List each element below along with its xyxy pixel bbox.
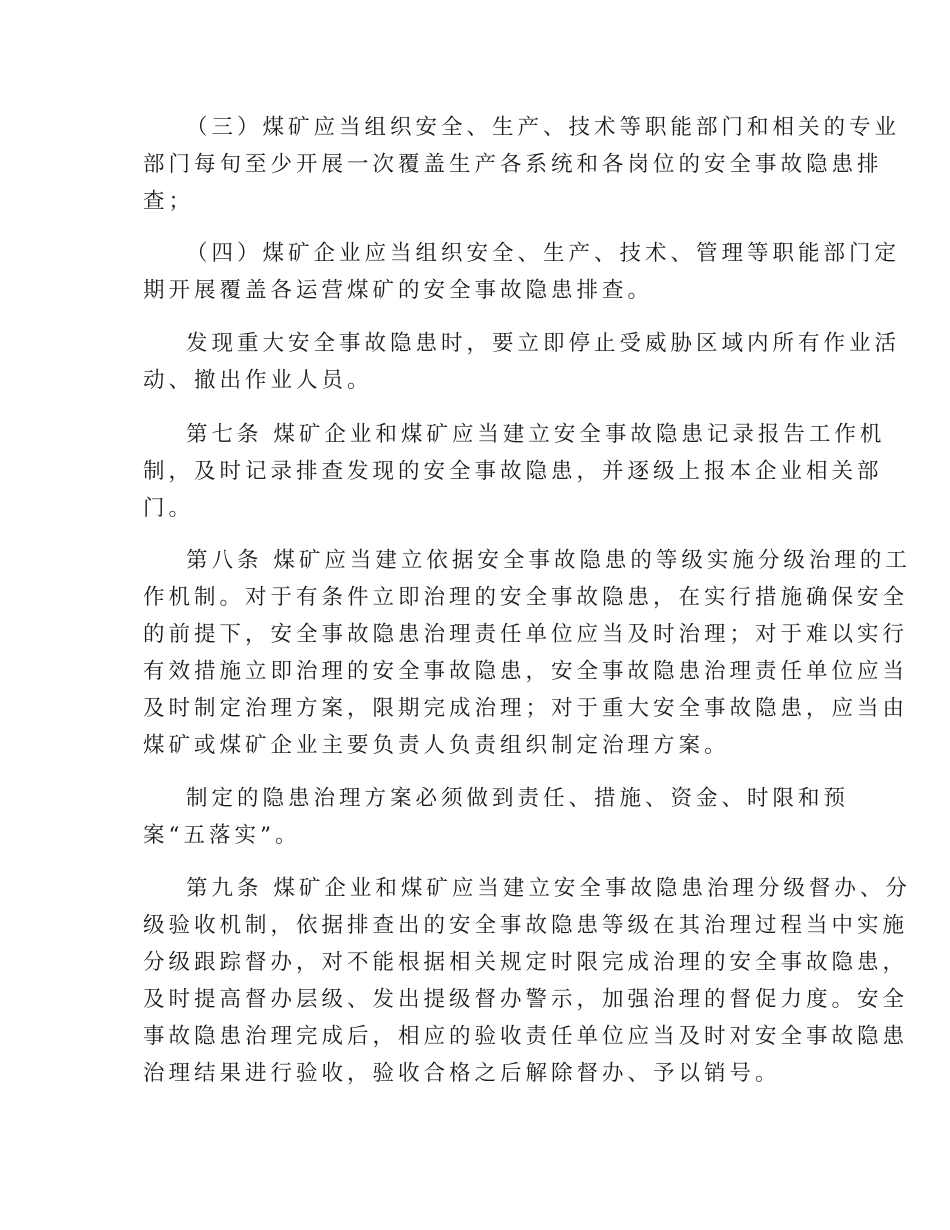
paragraph-line: 动、撤出作业人员。 <box>143 368 373 393</box>
article-7-line: 第七条 煤矿企业和煤矿应当建立安全事故隐患记录报告工作机 <box>186 422 886 447</box>
paragraph-line: 发现重大安全事故隐患时，要立即停止受威胁区域内所有作业活 <box>186 331 901 356</box>
article-9-line: 第九条 煤矿企业和煤矿应当建立安全事故隐患治理分级督办、分 <box>186 876 911 901</box>
paragraph-line: 查； <box>143 189 195 214</box>
article-8-line: 作机制。对于有条件立即治理的安全事故隐患，在实行措施确保安全 <box>143 585 909 610</box>
article-7-line: 门。 <box>143 496 195 521</box>
paragraph-line: （四）煤矿企业应当组织安全、生产、技术、管理等职能部门定 <box>186 241 901 266</box>
paragraph-line: 案“五落实”。 <box>143 823 301 848</box>
article-7-line: 制，及时记录排查发现的安全事故隐患，并逐级上报本企业相关部 <box>143 459 883 484</box>
article-9-line: 分级跟踪督办，对不能根据相关规定时限完成治理的安全事故隐患， <box>143 950 909 975</box>
article-9-line: 及时提高督办层级、发出提级督办警示，加强治理的督促力度。安全 <box>143 987 909 1012</box>
article-8-line: 及时制定治理方案，限期完成治理；对于重大安全事故隐患，应当由 <box>143 696 909 721</box>
article-9-line: 级验收机制，依据排查出的安全事故隐患等级在其治理过程当中实施 <box>143 913 909 938</box>
article-8-line: 的前提下，安全事故隐患治理责任单位应当及时治理；对于难以实行 <box>143 622 909 647</box>
paragraph-line: （三）煤矿应当组织安全、生产、技术等职能部门和相关的专业 <box>186 115 901 140</box>
article-9-line: 治理结果进行验收，验收合格之后解除督办、予以销号。 <box>143 1061 781 1086</box>
article-8-line: 第八条 煤矿应当建立依据安全事故隐患的等级实施分级治理的工 <box>186 548 911 573</box>
article-8-line: 有效措施立即治理的安全事故隐患，安全事故隐患治理责任单位应当 <box>143 659 909 684</box>
paragraph-line: 制定的隐患治理方案必须做到责任、措施、资金、时限和预 <box>186 786 850 811</box>
article-8-line: 煤矿或煤矿企业主要负责人负责组织制定治理方案。 <box>143 733 730 758</box>
paragraph-line: 部门每旬至少开展一次覆盖生产各系统和各岗位的安全事故隐患排 <box>143 152 883 177</box>
paragraph-line: 期开展覆盖各运营煤矿的安全事故隐患排查。 <box>143 278 654 303</box>
article-9-line: 事故隐患治理完成后，相应的验收责任单位应当及时对安全事故隐患 <box>143 1024 909 1049</box>
